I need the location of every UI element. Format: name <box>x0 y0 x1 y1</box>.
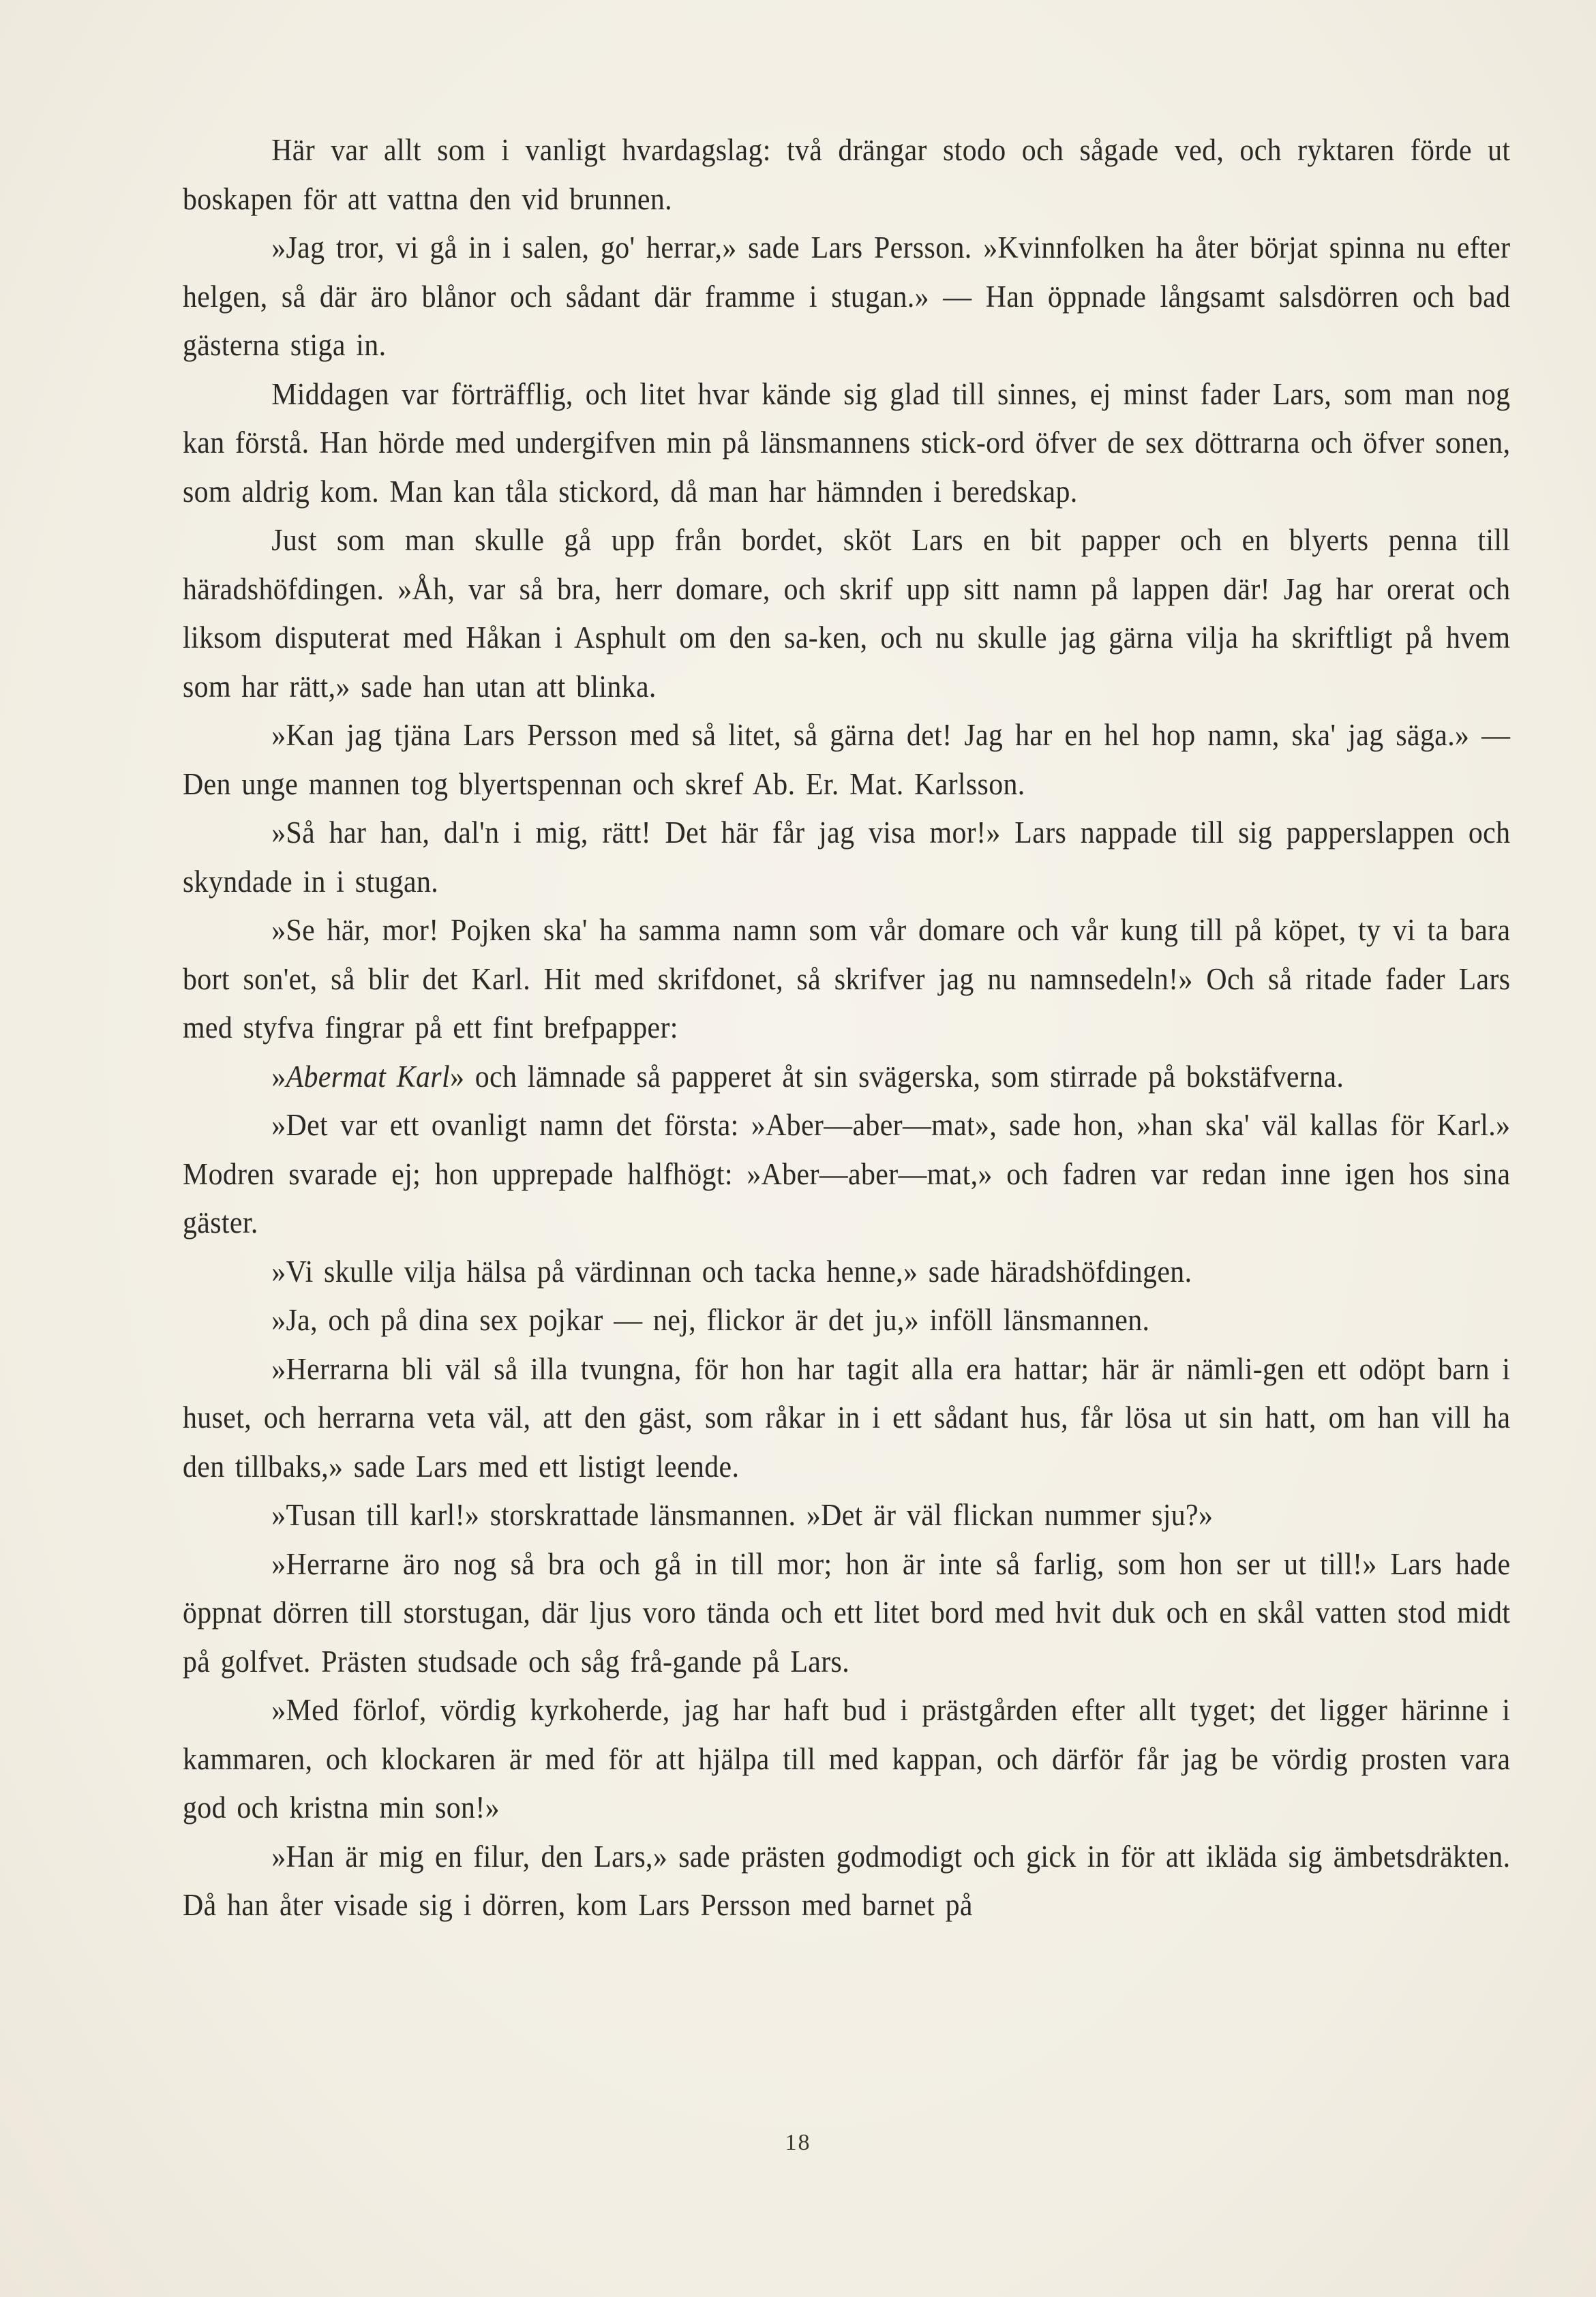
paragraph: »Ja, och på dina sex pojkar — nej, flickor är det ju,» inföll länsmannen. <box>271 1303 1150 1337</box>
page-number: 18 <box>785 2130 811 2155</box>
paragraph: »Herrarna bli väl så illa tvungna, för hon har tagit alla era hattar; här är nämli-gen ett odöpt barn i huset, och herrarna veta väl, att den gäst, som råkar in i ett sådant hus, får lösa ut sin hatt, om han vill ha den tillbaks,» sade Lars med ett listigt leende. <box>183 1351 1511 1484</box>
paragraph-with-name <box>183 1053 1510 1102</box>
paragraph: »Herrarne äro nog så bra och gå in till mor; hon är inte så farlig, som hon ser ut till!» Lars hade öppnat dörren till storstugan, där ljus voro tända och ett litet bord med hvit duk och en skål vatten stod midt på golfvet. Prästen studsade och såg frå-gande på Lars. <box>183 1546 1511 1679</box>
italic-name: Abermat Karl <box>286 1059 450 1094</box>
paragraph: »Så har han, dal'n i mig, rätt! Det här får jag visa mor!» Lars nappade till sig papperslappen och skyndade in i stugan. <box>183 815 1511 899</box>
paragraph: »Vi skulle vilja hälsa på värdinnan och tacka henne,» sade häradshöfdingen. <box>271 1254 1192 1289</box>
paragraph: Middagen var förträfflig, och litet hvar kände sig glad till sinnes, ej minst fader Lars, som man nog kan förstå. Han hörde med undergifven min på länsmannens stick-ord öfver de sex döttrarna och öfver sonen, som aldrig kom. Man kan tåla stickord, då man har hämnden i beredskap. <box>183 376 1511 509</box>
paragraph: »Tusan till karl!» storskrattade länsmannen. »Det är väl flickan nummer sju?» <box>271 1498 1214 1532</box>
paragraph: »Med förlof, vördig kyrkoherde, jag har haft bud i prästgården efter allt tyget; det ligger härinne i kammaren, och klockaren är med för att hjälpa till med kappan, och därför får jag be vördig prosten vara god och kristna min son!» <box>183 1693 1511 1825</box>
paragraph: »Det var ett ovanligt namn det första: »Aber—aber—mat», sade hon, »han ska' väl kallas för Karl.» Modren svarade ej; hon upprepade halfhögt: »Aber—aber—mat,» och fadren var redan inne igen hos sina gäster. <box>183 1108 1511 1240</box>
quote-open: » <box>271 1059 286 1094</box>
body-text <box>183 126 1511 1930</box>
paragraph: »Han är mig en filur, den Lars,» sade prästen godmodigt och gick in för att ikläda sig ämbetsdräkten. Då han åter visade sig i dörren, kom Lars Persson med barnet på <box>183 1839 1511 1922</box>
paragraph: Här var allt som i vanligt hvardagslag: två drängar stodo och sågade ved, och ryktaren förde ut boskapen för att vattna den vid brunnen. <box>183 133 1511 216</box>
paragraph: »Se här, mor! Pojken ska' ha samma namn som vår domare och vår kung till på köpet, ty vi ta bara bort son'et, så blir det Karl. Hit med skrifdonet, så skrifver jag nu namnsedeln!» Och så ritade fader Lars med styfva fingrar på ett fint brefpapper: <box>183 913 1511 1045</box>
paragraph: Just som man skulle gå upp från bordet, sköt Lars en bit papper och en blyerts penna till häradshöfdingen. »Åh, var så bra, herr domare, och skrif upp sitt namn på lappen där! Jag har orerat och liksom disputerat med Håkan i Asphult om den sa-ken, och nu skulle jag gärna vilja ha skriftligt på hvem som har rätt,» sade han utan att blinka. <box>183 523 1511 704</box>
paragraph: »Kan jag tjäna Lars Persson med så litet, så gärna det! Jag har en hel hop namn, ska' jag säga.» — Den unge mannen tog blyertspennan och skref Ab. Er. Mat. Karlsson. <box>183 718 1511 801</box>
paragraph: »Jag tror, vi gå in i salen, go' herrar,» sade Lars Persson. »Kvinnfolken ha åter börjat spinna nu efter helgen, så där äro blånor och sådant där framme i stugan.» — Han öppnade långsamt salsdörren och bad gästerna stiga in. <box>183 230 1511 362</box>
paragraph-rest: » och lämnade så papperet åt sin svägerska, som stirrade på bokstäfverna. <box>449 1059 1344 1094</box>
